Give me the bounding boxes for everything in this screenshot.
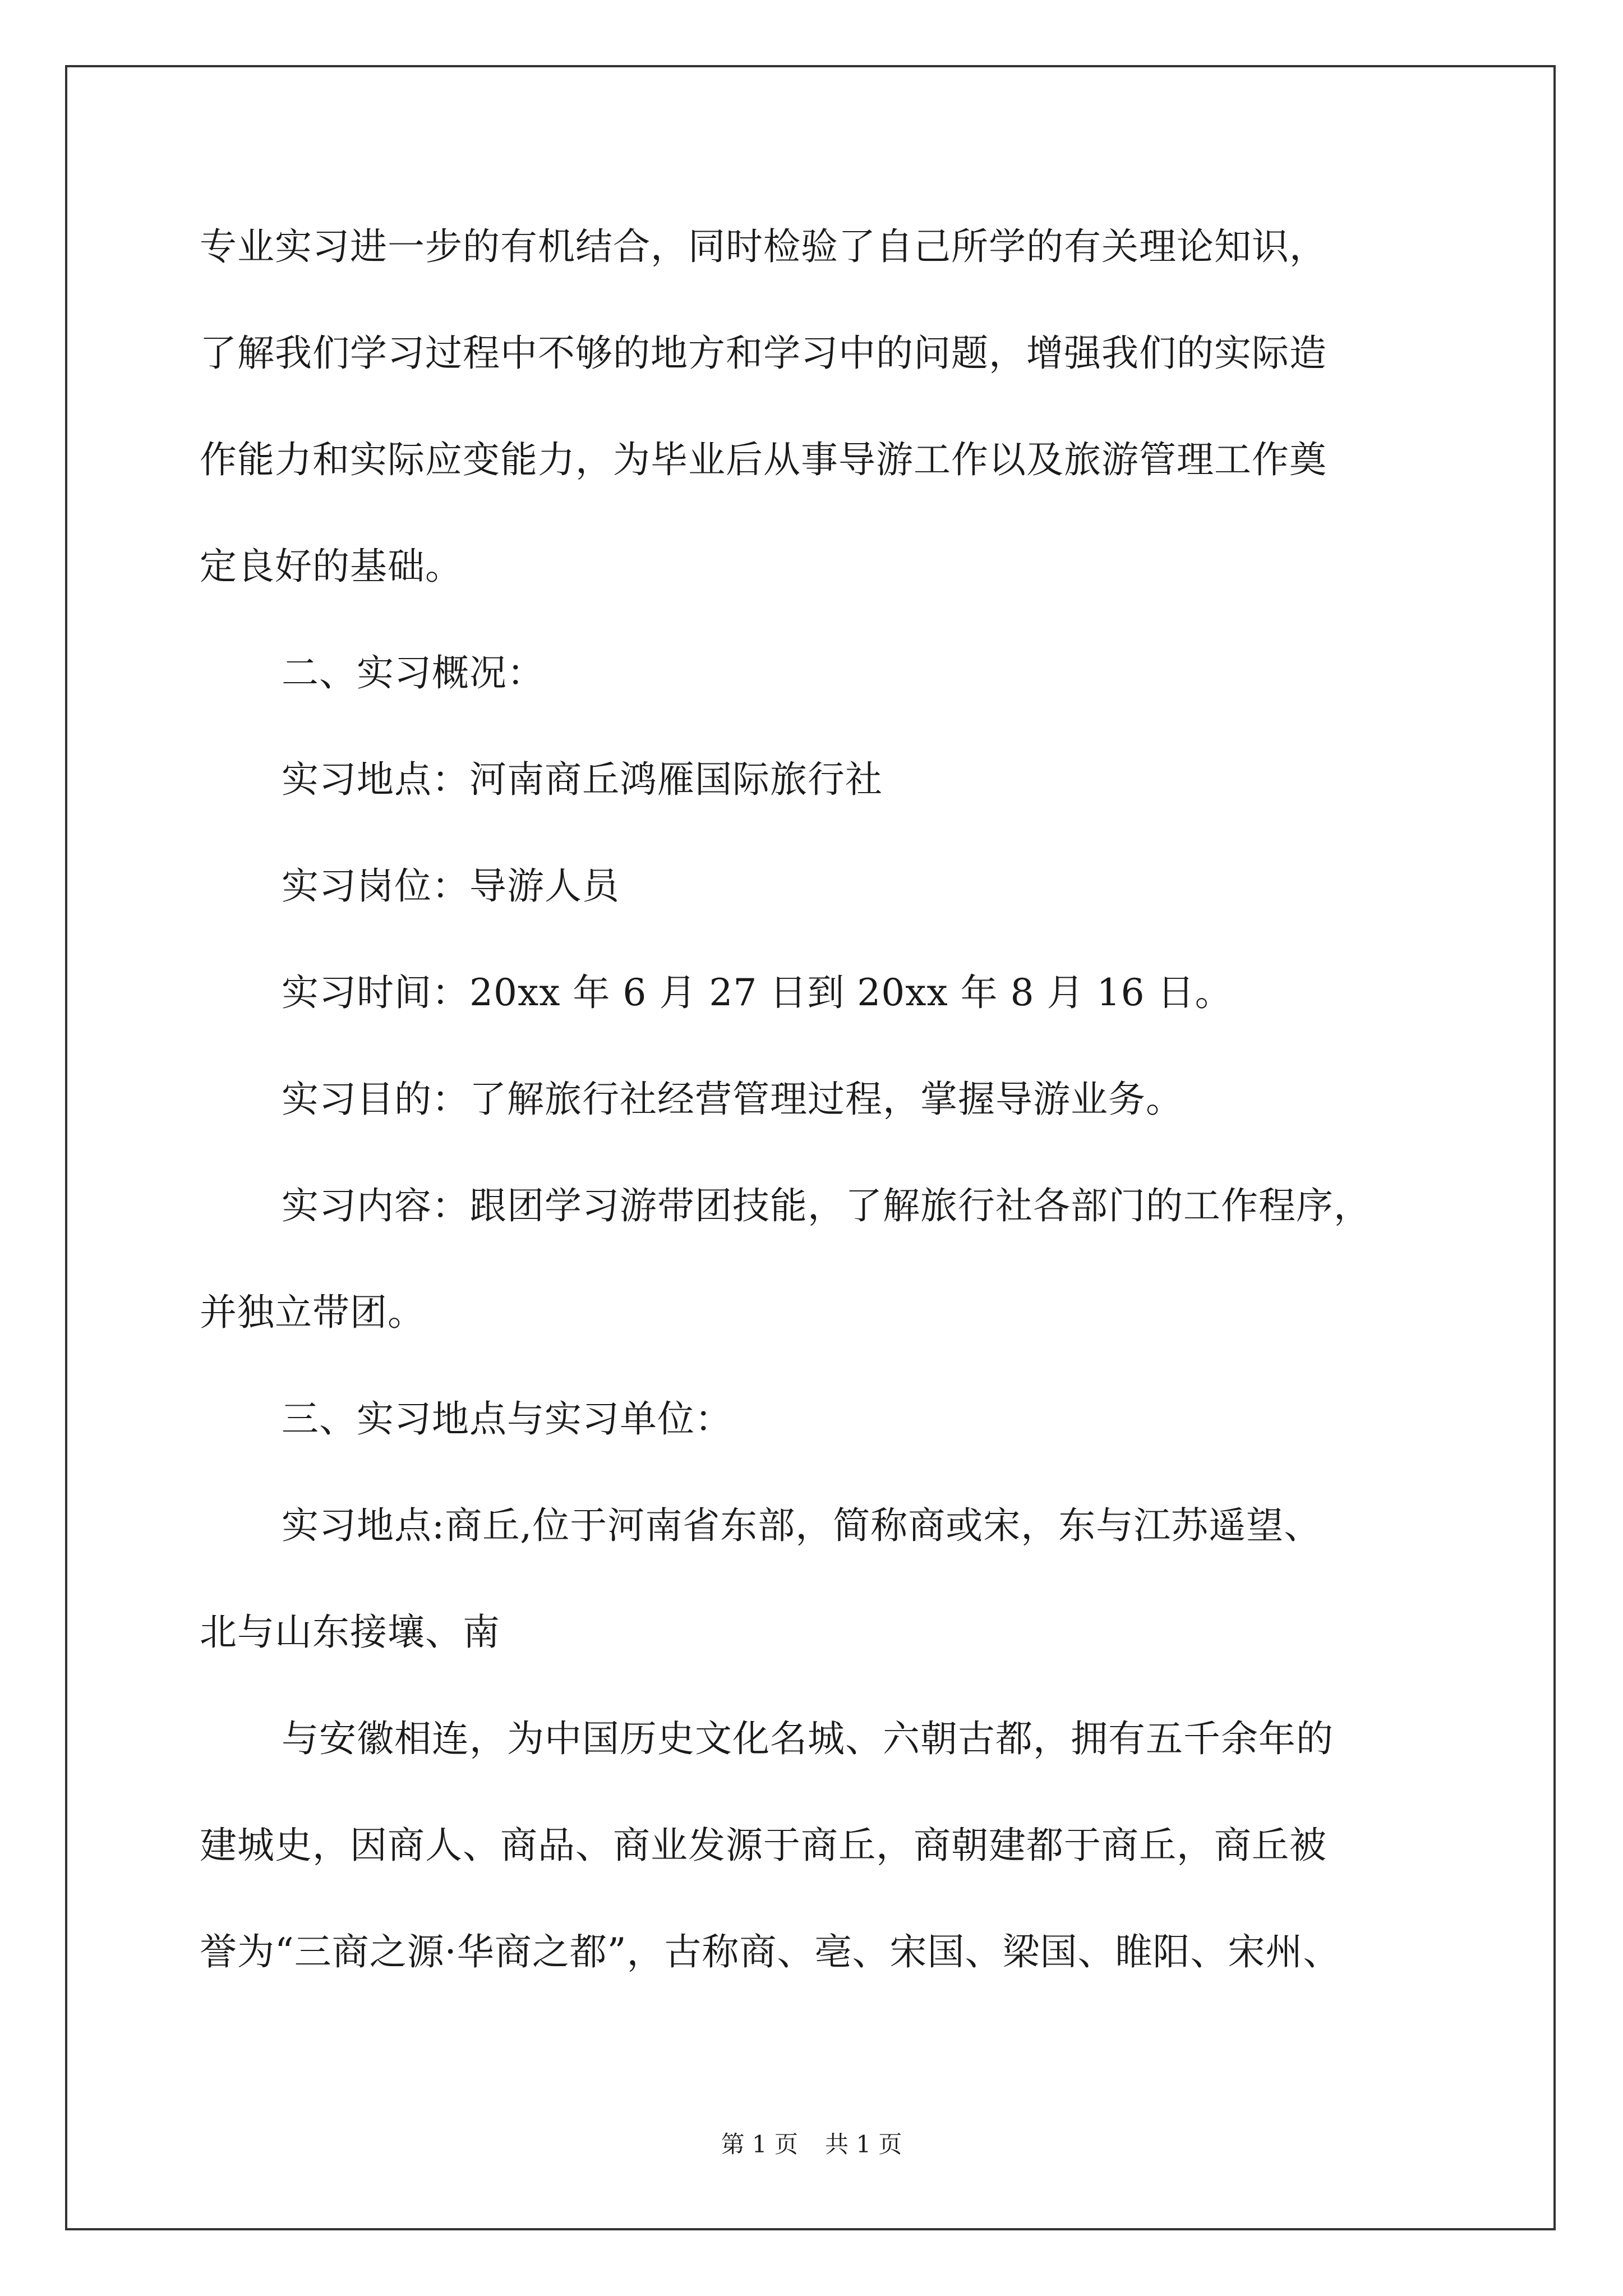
text-line: 北与山东接壤、南 [200,1611,500,1654]
text-line: 专业实习进一步的有机结合，同时检验了自己所学的有关理论知识， [200,225,1327,268]
text-line: 誉为“三商之源·华商之都”，古称商、亳、宋国、梁国、睢阳、宋州、 [200,1930,1341,1973]
page-number: 第 1 页 [721,2131,798,2158]
text-line: 实习目的：了解旅行社经营管理过程，掌握导游业务。 [282,1078,1183,1121]
text-line: 实习内容：跟团学习游带团技能，了解旅行社各部门的工作程序， [282,1184,1371,1227]
page-footer [0,2129,1623,2160]
text-line: 了解我们学习过程中不够的地方和学习中的问题，增强我们的实际造 [200,332,1327,375]
text-line: 与安徽相连，为中国历史文化名城、六朝古都，拥有五千余年的 [282,1717,1334,1760]
text-line: 实习时间：20xx 年 6 月 27 日到 20xx 年 8 月 16 日。 [282,971,1233,1014]
page-border [65,65,1556,2230]
text-line: 定良好的基础。 [200,545,463,588]
section-heading: 三、实习地点与实习单位： [282,1397,732,1441]
text-line: 并独立带团。 [200,1291,425,1334]
page-total: 共 1 页 [825,2131,902,2158]
text-line: 建城史，因商人、商品、商业发源于商丘，商朝建都于商丘，商丘被 [200,1824,1327,1867]
text-line: 实习地点:商丘,位于河南省东部，简称商或宋，东与江苏遥望、 [282,1504,1322,1547]
text-line: 作能力和实际应变能力，为毕业后从事导游工作以及旅游管理工作奠 [200,438,1327,481]
text-line: 实习地点：河南商丘鸿雁国际旅行社 [282,758,883,801]
section-heading: 二、实习概况： [282,651,545,694]
text-line: 实习岗位：导游人员 [282,864,620,908]
